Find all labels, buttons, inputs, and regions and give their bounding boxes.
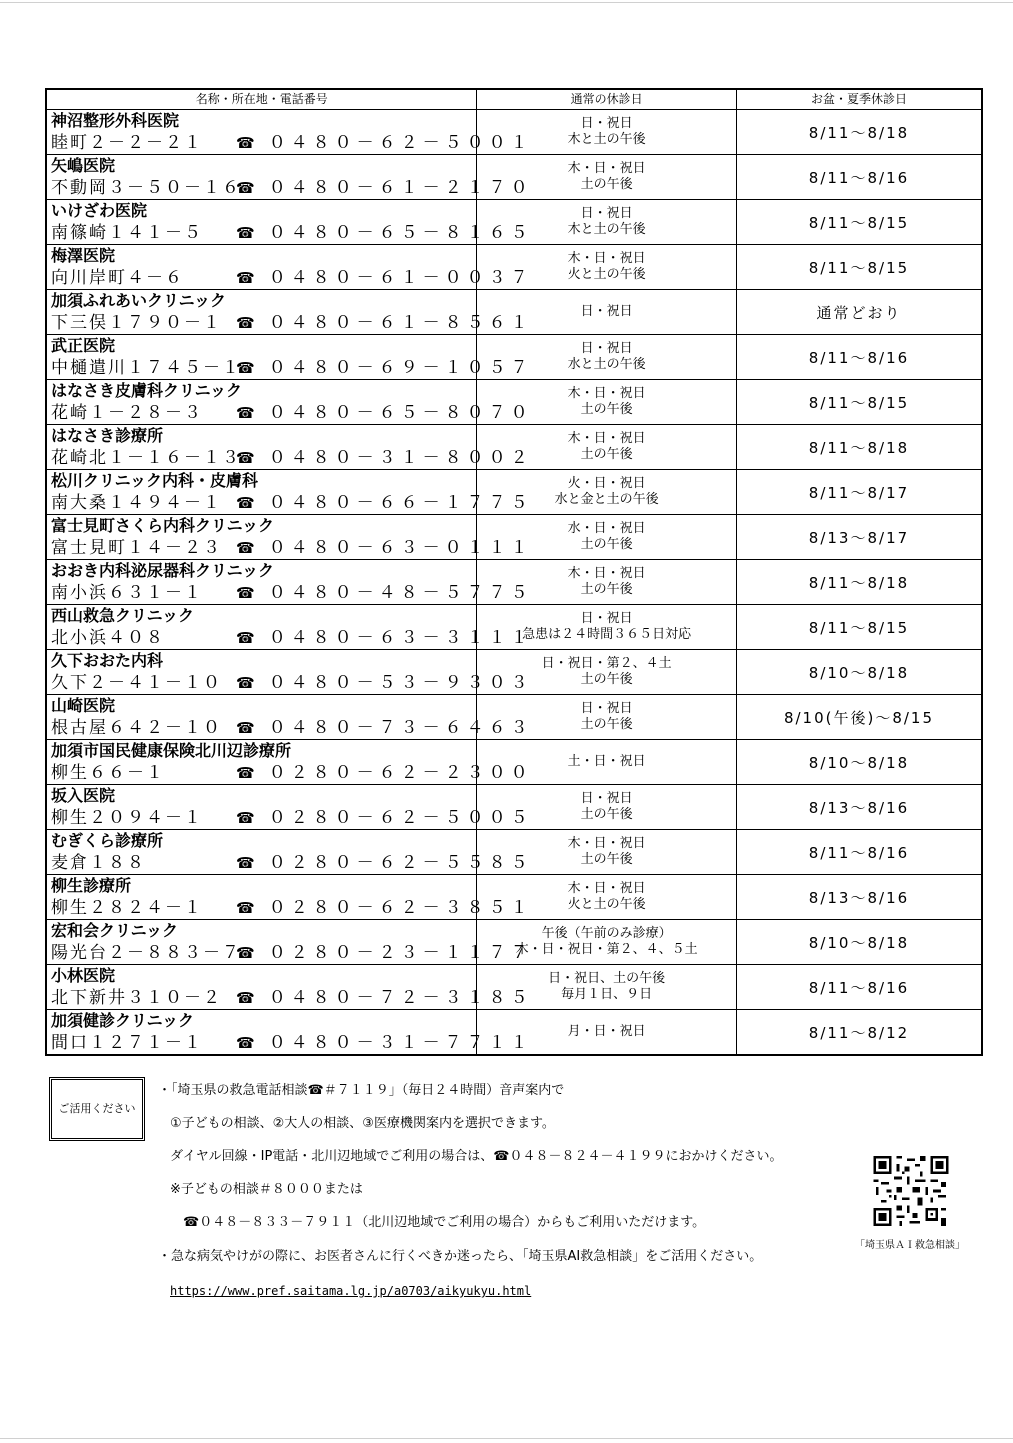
regular-holiday-line-1: 日・祝日 <box>580 341 633 356</box>
table-row <box>46 785 982 830</box>
summer-holiday-cell: 8/11～8/15 <box>736 380 982 425</box>
clinic-address: 久下２－４１－１０ <box>51 673 222 693</box>
qr-code-icon[interactable] <box>872 1156 950 1226</box>
clinic-name: 松川クリニック内科・皮膚科 <box>51 471 259 490</box>
regular-holiday-line-1: 木・日・祝日 <box>567 881 646 896</box>
phone-number: ０４８０－３１－７７１１ <box>268 1033 533 1053</box>
clinic-address: 柳生６６－１ <box>51 763 165 783</box>
clinic-cell <box>46 515 533 560</box>
clinic-cell <box>46 200 533 245</box>
clinic-name: 小林医院 <box>51 966 116 985</box>
clinic-name: 宏和会クリニック <box>51 921 179 940</box>
regular-holiday-line-1: 日・祝日 <box>580 206 633 221</box>
summer-holiday-cell: 8/13～8/16 <box>736 875 982 920</box>
phone-icon: ☎ <box>236 629 255 647</box>
bottom-border-line <box>0 1438 1013 1439</box>
summer-holiday-cell: 8/11～8/18 <box>736 110 982 155</box>
regular-holiday-line-1: 日・祝日 <box>580 791 633 806</box>
summer-holiday-cell: 8/10(午後)～8/15 <box>736 695 982 740</box>
phone-icon: ☎ <box>236 539 255 557</box>
clinic-cell <box>46 155 533 200</box>
phone-number: ０４８０－６５－８０７０ <box>268 403 533 423</box>
notice-line-4: ※子どもの相談＃８０００または <box>170 1182 363 1197</box>
regular-holiday-line-2: 土の午後 <box>580 807 633 822</box>
ai-consult-link[interactable]: https://www.pref.saitama.lg.jp/a0703/aikyukyu.html <box>170 1284 532 1298</box>
clinic-name: 加須健診クリニック <box>51 1011 195 1030</box>
regular-holiday-line-1: 木・日・祝日 <box>567 161 646 176</box>
clinic-phone[interactable] <box>236 402 533 424</box>
clinic-address: 南大桑１４９４－１ <box>51 493 222 513</box>
regular-holiday-line-1: 木・日・祝日 <box>567 431 646 446</box>
clinic-cell <box>46 605 533 650</box>
regular-holiday-line-1: 月・日・祝日 <box>567 1024 646 1039</box>
regular-holiday-line-1: 日・祝日 <box>580 116 633 131</box>
regular-holiday-line-2: 土の午後 <box>580 672 633 687</box>
clinic-phone[interactable] <box>236 582 533 604</box>
regular-holiday-line-2: 土の午後 <box>580 717 633 732</box>
table-row <box>46 965 982 1010</box>
clinic-cell <box>46 560 533 605</box>
clinic-cell <box>46 335 533 380</box>
phone-icon: ☎ <box>236 224 255 242</box>
notice-line-5: ☎０４８－８３３－７９１１（北川辺地域でご利用の場合）からもご利用いただけます。 <box>183 1215 706 1230</box>
summer-holiday-cell: 通常どおり <box>736 290 982 335</box>
phone-number: ０４８０－５３－９３０３ <box>268 673 533 693</box>
clinic-address: 富士見町１４－２３ <box>51 538 222 558</box>
clinic-phone[interactable] <box>236 942 533 964</box>
table-row <box>46 605 982 650</box>
clinic-phone[interactable] <box>236 717 533 739</box>
summer-holiday-cell: 8/13～8/17 <box>736 515 982 560</box>
clinic-name: おおき内科泌尿器科クリニック <box>51 561 275 580</box>
phone-icon: ☎ <box>236 989 255 1007</box>
clinic-phone[interactable] <box>236 447 533 469</box>
phone-icon: ☎ <box>236 179 255 197</box>
phone-icon: ☎ <box>236 944 255 962</box>
clinic-cell <box>46 830 533 875</box>
clinic-cell <box>46 1010 533 1056</box>
phone-number: ０４８０－６３－３１１１ <box>268 628 533 648</box>
phone-number: ０４８０－７２－３１８５ <box>268 988 533 1008</box>
table-row <box>46 875 982 920</box>
table-row <box>46 650 982 695</box>
clinic-name: はなさき皮膚科クリニック <box>51 381 243 400</box>
phone-icon: ☎ <box>236 359 255 377</box>
summer-holiday-cell: 8/11～8/15 <box>736 200 982 245</box>
phone-number: ０４８０－６１－８５６１ <box>268 313 533 333</box>
phone-number: ０４８０－６６－１７７５ <box>268 493 533 513</box>
clinic-table <box>45 88 983 1056</box>
clinic-address: 南小浜６３１－１ <box>51 583 203 603</box>
clinic-address: 中樋遣川１７４５－１ <box>51 358 241 378</box>
clinic-name: 梅澤医院 <box>51 246 116 265</box>
clinic-address: 花崎北１－１６－１３ <box>51 448 241 468</box>
regular-holiday-line-1: 午後（午前のみ診療） <box>541 926 672 941</box>
summer-holiday-cell: 8/10～8/18 <box>736 650 982 695</box>
summer-holiday-cell: 8/11～8/16 <box>736 155 982 200</box>
clinic-cell <box>46 785 533 830</box>
clinic-name: 富士見町さくら内科クリニック <box>51 516 275 535</box>
phone-number: ０４８０－６２－５００１ <box>268 133 533 153</box>
phone-icon: ☎ <box>236 134 255 152</box>
table-row <box>46 830 982 875</box>
phone-icon: ☎ <box>236 449 255 467</box>
regular-holiday-line-1: 土・日・祝日 <box>567 754 646 769</box>
clinic-name: 矢嶋医院 <box>51 156 116 175</box>
clinic-name: 山崎医院 <box>51 696 116 715</box>
phone-icon: ☎ <box>236 1034 255 1052</box>
clinic-cell <box>46 425 533 470</box>
phone-icon: ☎ <box>236 854 255 872</box>
table-row <box>46 695 982 740</box>
regular-holiday-line-2: 木と土の午後 <box>567 132 646 147</box>
regular-holiday-line-2: 水と金と土の午後 <box>554 492 659 507</box>
table-header-row <box>46 89 982 110</box>
notice-line-2: ①子どもの相談、②大人の相談、③医療機関案内を選択できます。 <box>170 1116 555 1131</box>
phone-number: ０２８０－６２－５００５ <box>268 808 533 828</box>
phone-number: ０４８０－６５－８１６５ <box>268 223 533 243</box>
regular-holiday-line-1: 日・祝日 <box>580 611 633 626</box>
notice-line-6: ・急な病気やけがの際に、お医者さんに行くべきか迷ったら、「埼玉県AI救急相談」をご活用ください。 <box>158 1249 763 1264</box>
regular-holiday-line-2: 毎月１日、９日 <box>561 987 653 1002</box>
regular-holiday-line-2: 土の午後 <box>580 402 633 417</box>
clinic-phone[interactable] <box>236 762 533 784</box>
phone-icon: ☎ <box>236 314 255 332</box>
clinic-phone[interactable] <box>236 357 533 379</box>
clinic-address: 北下新井３１０－２ <box>51 988 222 1008</box>
regular-holiday-line-1: 火・日・祝日 <box>567 476 646 491</box>
clinic-phone[interactable] <box>236 897 533 919</box>
regular-holiday-line-1: 日・祝日・第２、４土 <box>541 656 672 671</box>
regular-holiday-line-1: 木・日・祝日 <box>567 566 646 581</box>
clinic-name: 西山救急クリニック <box>51 606 195 625</box>
clinic-cell <box>46 290 533 335</box>
clinic-cell <box>46 695 533 740</box>
regular-holiday-line-2: 土の午後 <box>580 177 633 192</box>
regular-holiday-line-1: 日・祝日 <box>580 701 633 716</box>
phone-number: ０４８０－６１－００３７ <box>268 268 533 288</box>
table-row <box>46 200 982 245</box>
clinic-phone[interactable] <box>236 852 533 874</box>
table-row <box>46 1010 982 1056</box>
clinic-name: 坂入医院 <box>51 786 116 805</box>
clinic-address: 不動岡３－５０－１６ <box>51 178 241 198</box>
clinic-name: 加須ふれあいクリニック <box>51 291 227 310</box>
table-row <box>46 110 982 155</box>
phone-icon: ☎ <box>236 584 255 602</box>
summer-holiday-cell: 8/11～8/16 <box>736 830 982 875</box>
clinic-cell <box>46 920 533 965</box>
phone-number: ０２８０－６２－５５８５ <box>268 853 533 873</box>
notice-line-1: ・「埼玉県の救急電話相談☎＃７１１９」（毎日２４時間）音声案内で <box>158 1083 565 1098</box>
clinic-cell <box>46 740 533 785</box>
clinic-phone[interactable] <box>236 672 533 694</box>
clinic-cell <box>46 875 533 920</box>
header-regular-holiday: 通常の休診日 <box>477 89 737 110</box>
table-row <box>46 920 982 965</box>
phone-icon: ☎ <box>236 764 255 782</box>
clinic-cell <box>46 110 533 155</box>
clinic-phone[interactable] <box>236 177 533 199</box>
clinic-phone[interactable] <box>236 987 533 1009</box>
clinic-address: 柳生２８２４－１ <box>51 898 203 918</box>
clinic-address: 睦町２－２－２１ <box>51 133 203 153</box>
clinic-address: 花崎１－２８－３ <box>51 403 203 423</box>
summer-holiday-cell: 8/10～8/18 <box>736 740 982 785</box>
phone-icon: ☎ <box>236 494 255 512</box>
notice-line-3: ダイヤル回線・IP電話・北川辺地域でご利用の場合は、☎０４８－８２４－４１９９におかけください。 <box>170 1149 783 1164</box>
phone-number: ０４８０－６１－２１７０ <box>268 178 533 198</box>
phone-number: ０４８０－３１－８００２ <box>268 448 533 468</box>
phone-number: ０４８０－７３－６４６３ <box>268 718 533 738</box>
phone-icon: ☎ <box>236 674 255 692</box>
qr-caption: 「埼玉県ＡＩ救急相談」 <box>855 1240 965 1251</box>
clinic-name: はなさき診療所 <box>51 426 164 445</box>
clinic-phone[interactable] <box>236 627 533 649</box>
regular-holiday-line-2: 土の午後 <box>580 447 633 462</box>
regular-holiday-line-1: 木・日・祝日 <box>567 836 646 851</box>
clinic-cell <box>46 650 533 695</box>
clinic-address: 陽光台２－８８３－７ <box>51 943 241 963</box>
phone-number: ０４８０－４８－５７７５ <box>268 583 533 603</box>
regular-holiday-line-1: 水・日・祝日 <box>567 521 646 536</box>
clinic-name: 武正医院 <box>51 336 116 355</box>
regular-holiday-line-1: 日・祝日 <box>580 304 633 319</box>
phone-number: ０２８０－６２－２３００ <box>268 763 533 783</box>
regular-holiday-line-2: 火と土の午後 <box>567 267 646 282</box>
clinic-address: 向川岸町４－６ <box>51 268 184 288</box>
table-row <box>46 740 982 785</box>
table-row <box>46 380 982 425</box>
clinic-phone[interactable] <box>236 132 533 154</box>
table-row <box>46 290 982 335</box>
regular-holiday-line-2: 木と土の午後 <box>567 222 646 237</box>
phone-icon: ☎ <box>236 404 255 422</box>
summer-holiday-cell: 8/11～8/17 <box>736 470 982 515</box>
clinic-address: 柳生２０９４－１ <box>51 808 203 828</box>
clinic-cell <box>46 245 533 290</box>
summer-holiday-cell: 8/13～8/16 <box>736 785 982 830</box>
phone-icon: ☎ <box>236 269 255 287</box>
clinic-name: 久下おおた内科 <box>51 651 164 670</box>
clinic-phone[interactable] <box>236 267 533 289</box>
table-row <box>46 560 982 605</box>
clinic-address: 根古屋６４２－１０ <box>51 718 222 738</box>
regular-holiday-line-2: 水と土の午後 <box>567 357 646 372</box>
table-row <box>46 155 982 200</box>
header-summer-holiday: お盆・夏季休診日 <box>736 89 982 110</box>
regular-holiday-line-2: 土の午後 <box>580 537 633 552</box>
phone-number: ０２８０－６２－３８５１ <box>268 898 533 918</box>
notice-label-box: ご活用ください <box>49 1077 145 1141</box>
phone-number: ０４８０－６３－０１１１ <box>268 538 533 558</box>
phone-number: ０２８０－２３－１１７７ <box>268 943 533 963</box>
phone-number: ０４８０－６９－１０５７ <box>268 358 533 378</box>
clinic-address: 下三俣１７９０－１ <box>51 313 222 333</box>
clinic-name: 柳生診療所 <box>51 876 132 895</box>
clinic-address: 麦倉１８８ <box>51 853 146 873</box>
table-row <box>46 515 982 560</box>
table-row <box>46 425 982 470</box>
summer-holiday-cell: 8/11～8/15 <box>736 245 982 290</box>
regular-holiday-line-2: 急患は２４時間３６５日対応 <box>522 627 692 642</box>
clinic-cell <box>46 965 533 1010</box>
summer-holiday-cell: 8/10～8/18 <box>736 920 982 965</box>
clinic-address: 間口１２７１－１ <box>51 1033 203 1053</box>
regular-holiday-line-1: 日・祝日、土の午後 <box>548 971 666 986</box>
regular-holiday-line-2: 木・日・祝日・第２、４、５土 <box>515 942 698 957</box>
clinic-phone[interactable] <box>236 492 533 514</box>
phone-icon: ☎ <box>236 719 255 737</box>
phone-icon: ☎ <box>236 899 255 917</box>
clinic-address: 南篠崎１４１－５ <box>51 223 203 243</box>
summer-holiday-cell: 8/11～8/18 <box>736 560 982 605</box>
clinic-name: むぎくら診療所 <box>51 831 164 850</box>
regular-holiday-line-1: 木・日・祝日 <box>567 251 646 266</box>
summer-holiday-cell: 8/11～8/12 <box>736 1010 982 1056</box>
clinic-phone[interactable] <box>236 537 533 559</box>
header-name: 名称・所在地・電話番号 <box>46 89 477 110</box>
regular-holiday-line-1: 木・日・祝日 <box>567 386 646 401</box>
clinic-cell <box>46 380 533 425</box>
summer-holiday-cell: 8/11～8/16 <box>736 335 982 380</box>
regular-holiday-line-2: 土の午後 <box>580 582 633 597</box>
clinic-name: いけざわ医院 <box>51 201 148 220</box>
clinic-name: 加須市国民健康保険北川辺診療所 <box>51 741 292 760</box>
phone-icon: ☎ <box>236 809 255 827</box>
table-row <box>46 245 982 290</box>
regular-holiday-line-2: 土の午後 <box>580 852 633 867</box>
clinic-phone[interactable] <box>236 312 533 334</box>
regular-holiday-line-2: 火と土の午後 <box>567 897 646 912</box>
table-row <box>46 470 982 515</box>
clinic-address: 北小浜４０８ <box>51 628 165 648</box>
summer-holiday-cell: 8/11～8/16 <box>736 965 982 1010</box>
summer-holiday-cell: 8/11～8/15 <box>736 605 982 650</box>
summer-holiday-cell: 8/11～8/18 <box>736 425 982 470</box>
clinic-phone[interactable] <box>236 807 533 829</box>
table-row <box>46 335 982 380</box>
top-border-line <box>0 2 1013 3</box>
clinic-phone[interactable] <box>236 1032 533 1054</box>
clinic-phone[interactable] <box>236 222 533 244</box>
clinic-name: 神沼整形外科医院 <box>51 111 180 130</box>
clinic-cell <box>46 470 533 515</box>
